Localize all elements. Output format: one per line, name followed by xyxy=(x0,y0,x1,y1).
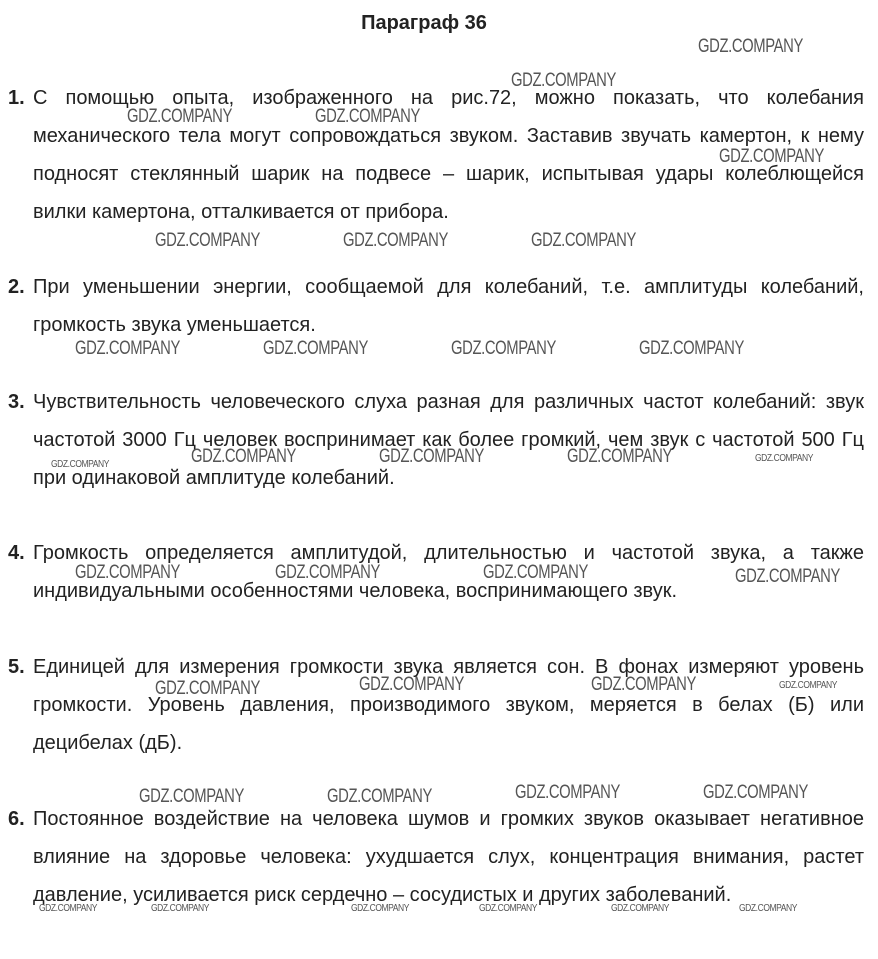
watermark: GDZ.COMPANY xyxy=(315,106,420,127)
watermark: GDZ.COMPANY xyxy=(275,562,380,583)
answer-number: 2. xyxy=(8,276,25,298)
watermark: GDZ.COMPANY xyxy=(739,903,797,914)
answer-text: Чувствительность человеческого слуха разная для различных частот колебаний: звук частотой 3000 Гц человек воспринимает как более громкий, чем звук с частотой 500 Гц при одинаковой амплитуде колебаний. xyxy=(33,391,864,489)
answer-text: С помощью опыта, изображенного на рис.72, можно показать, что колебания механического тела могут сопровождаться звуком. Заставив звучать камертон, к нему подносят стеклянный шарик на подвесе – шарик, испытывая удары колеблющейся вилки камертона, отталкивается от прибора. xyxy=(33,87,864,223)
watermark: GDZ.COMPANY xyxy=(511,70,616,91)
watermark: GDZ.COMPANY xyxy=(479,903,537,914)
watermark: GDZ.COMPANY xyxy=(703,782,808,803)
answer-item-6 xyxy=(8,800,864,914)
answer-text: Единицей для измерения громкости звука является сон. В фонах измеряют уровень громкости. Уровень давления, производимого звуком, меряется в белах (Б) или децибелах (дБ). xyxy=(33,656,864,754)
watermark: GDZ.COMPANY xyxy=(698,36,803,57)
answer-text: При уменьшении энергии, сообщаемой для колебаний, т.е. амплитуды колебаний, громкость звука уменьшается. xyxy=(33,276,864,336)
watermark: GDZ.COMPANY xyxy=(719,146,824,167)
watermark: GDZ.COMPANY xyxy=(531,230,636,251)
watermark: GDZ.COMPANY xyxy=(735,566,840,587)
watermark: GDZ.COMPANY xyxy=(451,338,556,359)
watermark: GDZ.COMPANY xyxy=(39,903,97,914)
answer-number: 5. xyxy=(8,656,25,678)
watermark: GDZ.COMPANY xyxy=(155,678,260,699)
watermark: GDZ.COMPANY xyxy=(483,562,588,583)
page-title: Параграф 36 xyxy=(361,12,487,34)
watermark: GDZ.COMPANY xyxy=(263,338,368,359)
watermark: GDZ.COMPANY xyxy=(755,453,813,464)
watermark: GDZ.COMPANY xyxy=(127,106,232,127)
watermark: GDZ.COMPANY xyxy=(75,562,180,583)
watermark: GDZ.COMPANY xyxy=(611,903,669,914)
answer-number: 1. xyxy=(8,87,25,109)
answer-number: 3. xyxy=(8,391,25,413)
answer-item-3 xyxy=(8,383,864,497)
watermark: GDZ.COMPANY xyxy=(139,786,244,807)
answer-item-5 xyxy=(8,648,864,762)
watermark: GDZ.COMPANY xyxy=(327,786,432,807)
watermark: GDZ.COMPANY xyxy=(515,782,620,803)
watermark: GDZ.COMPANY xyxy=(75,338,180,359)
watermark: GDZ.COMPANY xyxy=(155,230,260,251)
watermark: GDZ.COMPANY xyxy=(639,338,744,359)
watermark: GDZ.COMPANY xyxy=(151,903,209,914)
answer-text: Громкость определяется амплитудой, длительностью и частотой звука, а также индивидуальными особенностями человека, воспринимающего звук. xyxy=(33,542,864,602)
watermark: GDZ.COMPANY xyxy=(379,446,484,467)
answer-item-2 xyxy=(8,268,864,344)
watermark: GDZ.COMPANY xyxy=(779,680,837,691)
watermark: GDZ.COMPANY xyxy=(359,674,464,695)
watermark: GDZ.COMPANY xyxy=(51,459,109,470)
watermark: GDZ.COMPANY xyxy=(567,446,672,467)
answer-text: Постоянное воздействие на человека шумов и громких звуков оказывает негативное влияние на здоровье человека: ухудшается слух, концентрация внимания, растет давление, усиливается риск сердечно – сосудистых и других заболеваний. xyxy=(33,808,864,906)
answer-number: 4. xyxy=(8,542,25,564)
watermark: GDZ.COMPANY xyxy=(591,674,696,695)
watermark: GDZ.COMPANY xyxy=(191,446,296,467)
answer-number: 6. xyxy=(8,808,25,830)
watermark: GDZ.COMPANY xyxy=(343,230,448,251)
watermark: GDZ.COMPANY xyxy=(351,903,409,914)
